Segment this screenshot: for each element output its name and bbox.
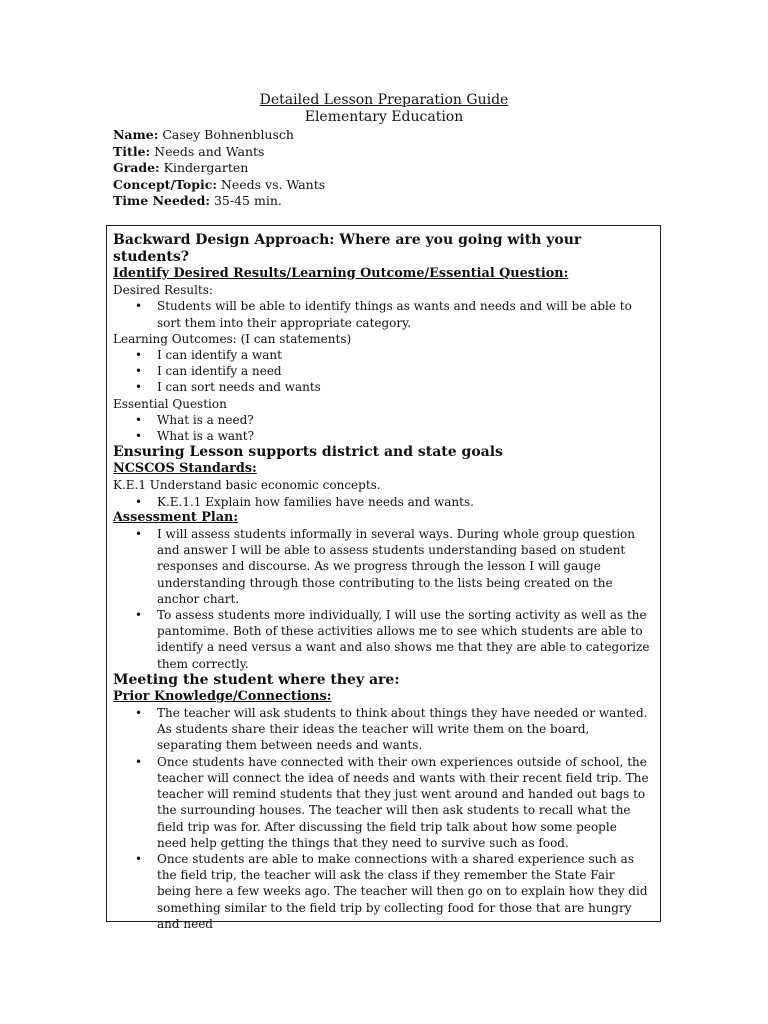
- assessment-plan-heading: Assessment Plan:: [113, 509, 239, 525]
- identify-results-heading: Identify Desired Results/Learning Outcome/Essential Question:: [113, 266, 569, 281]
- learning-outcomes-list: [113, 347, 650, 396]
- list-item: • The teacher will ask students to think about things they have needed or wanted. As students share their ideas the teacher will write them on the board, separating them between needs and wants.: [157, 705, 650, 754]
- list-item: • I can sort needs and wants: [157, 379, 650, 395]
- meta-name: Name: Casey Bohnenblusch: [113, 127, 294, 142]
- ncscos-heading: NCSCOS Standards:: [113, 461, 257, 477]
- list-item: • I can identify a need: [157, 363, 650, 379]
- ncscos-list: [113, 494, 650, 510]
- backward-design-heading: Backward Design Approach: Where are you going with your students?: [113, 232, 582, 265]
- essential-question-label: Essential Question: [113, 396, 227, 411]
- list-item: • Students will be able to identify things as wants and needs and will be able to sort them into their appropriate category.: [157, 298, 650, 330]
- prior-knowledge-heading: Prior Knowledge/Connections:: [113, 688, 332, 704]
- list-item: • I can identify a want: [157, 347, 650, 363]
- meta-title: Title: Needs and Wants: [113, 143, 265, 159]
- list-item: • Once students are able to make connections with a shared experience such as the field trip, the teacher will ask the class if they remember the State Fair being here a few weeks ago. The teacher will then go on to explain how they did something similar to the field trip by collecting food for those that are hungry and need: [157, 851, 650, 932]
- ensuring-lesson-heading: Ensuring Lesson supports district and state goals: [113, 444, 503, 461]
- prior-knowledge-list: [113, 705, 650, 932]
- list-item: • What is a need?: [157, 412, 650, 428]
- list-item: • To assess students more individually, I will use the sorting activity as well as the pantomime. Both of these activities allows me to see which students are able to identify a need versus a want and also shows me that they are able to categorize them correctly.: [157, 607, 650, 672]
- meta-concept: Concept/Topic: Needs vs. Wants: [113, 176, 326, 192]
- document-title: Detailed Lesson Preparation Guide: [259, 92, 509, 108]
- list-item: • Once students have connected with their own experiences outside of school, the teacher will connect the idea of needs and wants with their recent field trip. The teacher will remind students that they just went around and handed out bags to the surrounding houses. The teacher will then ask students to recall what the field trip was for. After discussing the field trip talk about how some people need help getting the things that they need to survive such as food.: [157, 754, 650, 851]
- list-item: • What is a want?: [157, 428, 650, 444]
- ncscos-standard: K.E.1 Understand basic economic concepts.: [113, 478, 381, 493]
- essential-question-list: [113, 412, 650, 444]
- assessment-plan-list: [113, 526, 650, 672]
- learning-outcomes-label: Learning Outcomes: (I can statements): [113, 331, 352, 346]
- meeting-student-heading: Meeting the student where they are:: [113, 671, 400, 688]
- meta-time: Time Needed: 35-45 min.: [113, 193, 282, 208]
- desired-results-label: Desired Results:: [113, 283, 213, 298]
- lesson-plan-box: [106, 225, 661, 931]
- meta-grade: Grade: Kindergarten: [113, 160, 249, 175]
- list-item: • K.E.1.1 Explain how families have needs and wants.: [157, 494, 650, 510]
- desired-results-list: [113, 298, 650, 330]
- list-item: • I will assess students informally in several ways. During whole group question and answer I will be able to assess students understanding based on student responses and discourse. As we progress through the lesson I will gauge understanding through those contributing to the lists being created on the anchor chart.: [157, 526, 650, 607]
- document-header: [0, 92, 768, 126]
- lesson-meta: [113, 127, 325, 210]
- document-subtitle: Elementary Education: [304, 109, 464, 125]
